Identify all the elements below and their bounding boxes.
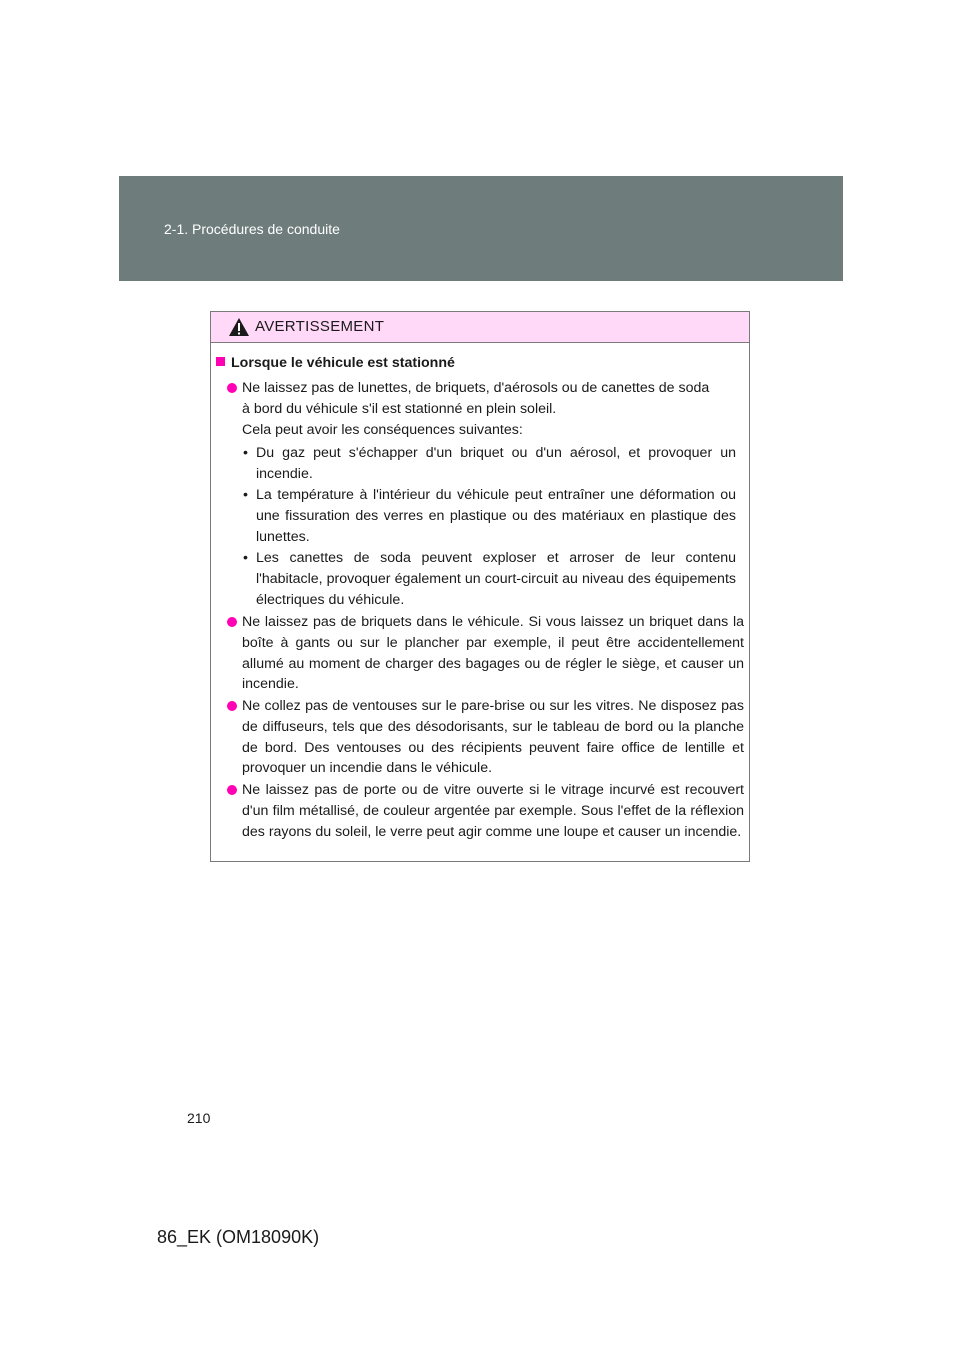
sub-item-3: • Les canettes de soda peuvent exploser et arroser de leur contenu l'habitacle, provoquer également un court-circuit au niveau des équipements électriques du véhicule. bbox=[243, 550, 736, 608]
sub-item-2: • La température à l'intérieur du véhicule peut entraîner une déformation ou une fissuration des verres en plastique ou des matériaux en plastique des lunettes. bbox=[243, 487, 736, 545]
header-band bbox=[119, 176, 843, 281]
sub-item-3-text: Les canettes de soda peuvent exploser et arroser de leur contenu l'habitacle, provoquer également un court-circuit au niveau des équipements électriques du véhicule. bbox=[256, 550, 736, 608]
bullet-icon bbox=[227, 383, 237, 393]
item1-line3: Cela peut avoir les conséquences suivantes: bbox=[242, 421, 523, 438]
sub-item-1-text: Du gaz peut s'échapper d'un briquet ou d'un aérosol, et provoquer un incendie. bbox=[256, 445, 736, 482]
warning-heading-text: Lorsque le véhicule est stationné bbox=[231, 355, 455, 371]
document-code: 86_EK (OM18090K) bbox=[157, 1227, 320, 1247]
sub-item-1: • Du gaz peut s'échapper d'un briquet ou d'un aérosol, et provoquer un incendie. bbox=[243, 445, 736, 482]
page-number: 210 bbox=[187, 1110, 211, 1126]
section-title: 2-1. Procédures de conduite bbox=[164, 221, 340, 237]
bullet-icon bbox=[227, 785, 237, 795]
warning-item-4: Ne laissez pas de porte ou de vitre ouverte si le vitrage incurvé est recouvert d'un film métallisé, de couleur argentée par exemple. Sous l'effet de la réflexion des rayons du soleil, le verre peut agir comme une loupe et causer un incendie. bbox=[242, 782, 744, 840]
warning-item-3: Ne collez pas de ventouses sur le pare-brise ou sur les vitres. Ne disposez pas de diffuseurs, tels que des désodorisants, sur le tableau de bord ou la planche de bord. Des ventouses ou des récipients peuvent faire office de lentille et provoquer un incendie dans le véhicule. bbox=[242, 698, 744, 777]
warning-item-1 bbox=[242, 378, 744, 440]
warning-item-2: Ne laissez pas de briquets dans le véhicule. Si vous laissez un briquet dans la boîte à gants ou sur le plancher par exemple, il peut être accidentellement allumé au moment de charger des bagages ou de régler le siège, et causer un incendie. bbox=[242, 614, 744, 693]
warning-header bbox=[211, 312, 749, 343]
square-bullet-icon bbox=[216, 357, 225, 366]
item1-line2: à bord du véhicule s'il est stationné en plein soleil. bbox=[242, 400, 557, 417]
warning-body bbox=[211, 343, 749, 861]
sub-item-2-text: La température à l'intérieur du véhicule peut entraîner une déformation ou une fissuration des verres en plastique ou des matériaux en plastique des lunettes. bbox=[256, 487, 736, 545]
item1-line1: Ne laissez pas de lunettes, de briquets, d'aérosols ou de canettes de soda bbox=[242, 380, 710, 396]
bullet-icon bbox=[227, 617, 237, 627]
bullet-icon bbox=[227, 701, 237, 711]
warning-triangle-icon bbox=[228, 317, 250, 337]
warning-title: AVERTISSEMENT bbox=[255, 318, 385, 335]
warning-box bbox=[210, 311, 750, 862]
warning-heading bbox=[216, 353, 455, 374]
